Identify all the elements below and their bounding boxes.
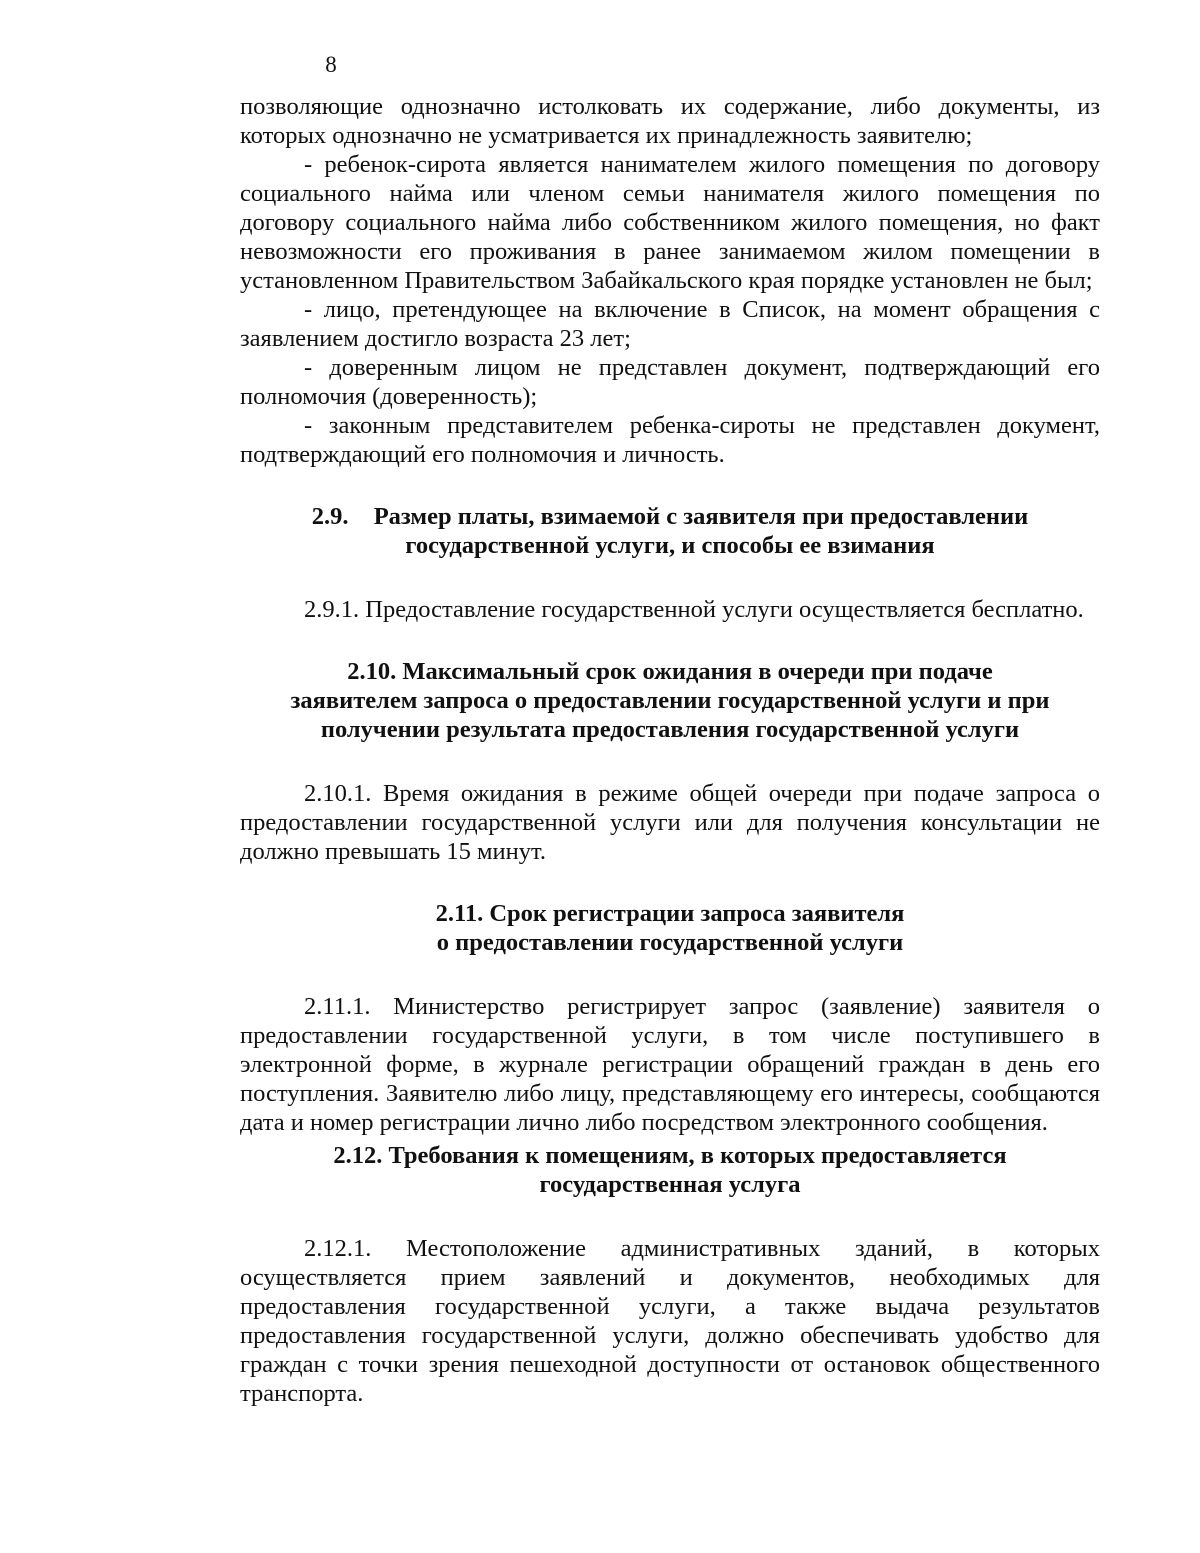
heading-line: о предоставлении государственной услуги: [436, 929, 904, 956]
document-body: [240, 92, 1100, 1408]
section-heading-2-10: [240, 657, 1100, 744]
list-item: - законным представителем ребенка-сироты не представлен документ, подтверждающий его полномочия и личность.: [240, 412, 1100, 468]
paragraph-continuation: позволяющие однозначно истолковать их содержание, либо документы, из которых однозначно не усматривается их принадлежность заявителю;: [240, 93, 1100, 149]
page-number: 8: [325, 52, 337, 77]
section-heading-2-12: [240, 1141, 1100, 1199]
list-item: - лицо, претендующее на включение в Список, на момент обращения с заявлением достигло возраста 23 лет;: [240, 296, 1100, 352]
paragraph-2-12-1: 2.12.1. Местоположение административных зданий, в которых осуществляется прием заявлений и документов, необходимых для предоставления государственной услуги, а также выдача результатов предоставления государственной услуги, должно обеспечивать удобство для граждан с точки зрения пешеходной доступности от остановок общественного транспорта.: [240, 1235, 1100, 1407]
section-heading-2-11: [240, 899, 1100, 957]
section-heading-2-9: [240, 502, 1100, 560]
list-item: - ребенок-сирота является нанимателем жилого помещения по договору социального найма или членом семьи нанимателя жилого помещения по договору социального найма либо собственником жилого помещения, но факт невозможности его проживания в ранее занимаемом жилом помещении в установленном Правительством Забайкальского края порядке установлен не был;: [240, 151, 1100, 294]
paragraph-2-9-1: 2.9.1. Предоставление государственной услуги осуществляется бесплатно.: [304, 596, 1084, 623]
section-number: 2.9.: [311, 503, 349, 530]
heading-line: 2.11. Срок регистрации запроса заявителя: [435, 900, 905, 927]
list-item: - доверенным лицом не представлен документ, подтверждающий его полномочия (доверенность);: [240, 354, 1100, 410]
heading-line: 2.10. Максимальный срок ожидания в очереди при подаче: [347, 658, 993, 685]
heading-line: Размер платы, взимаемой с заявителя при предоставлении: [373, 503, 1029, 530]
heading-line: государственной услуги, и способы ее взимания: [405, 532, 935, 559]
heading-line: получении результата предоставления государственной услуги: [320, 716, 1020, 743]
paragraph-2-10-1: 2.10.1. Время ожидания в режиме общей очереди при подаче запроса о предоставлении государственной услуги или для получения консультации не должно превышать 15 минут.: [240, 780, 1100, 865]
heading-line: заявителем запроса о предоставлении государственной услуги и при: [290, 687, 1050, 714]
heading-line: государственная услуга: [539, 1171, 801, 1198]
heading-line: 2.12. Требования к помещениям, в которых предоставляется: [333, 1142, 1007, 1169]
paragraph-2-11-1: 2.11.1. Министерство регистрирует запрос (заявление) заявителя о предоставлении государственной услуги, в том числе поступившего в электронной форме, в журнале регистрации обращений граждан в день его поступления. Заявителю либо лицу, представляющему его интересы, сообщаются дата и номер регистрации лично либо посредством электронного сообщения.: [240, 993, 1100, 1136]
